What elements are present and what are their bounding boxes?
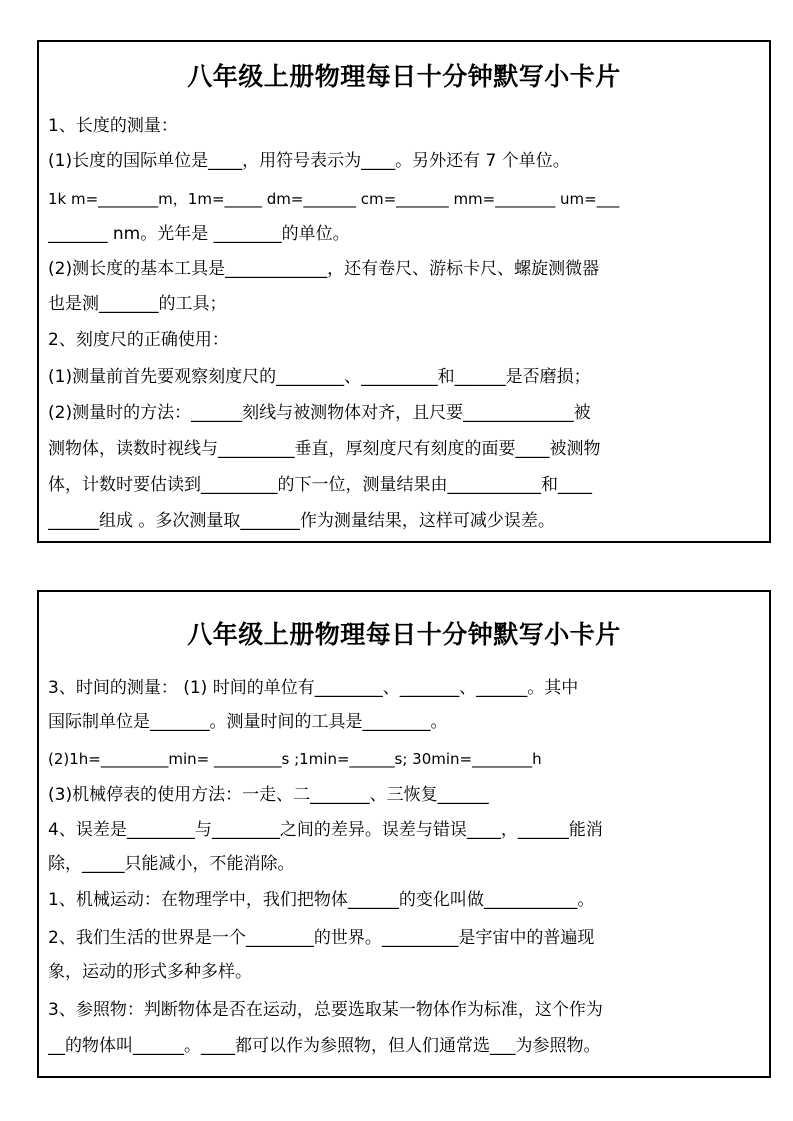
text-line: (1)测量前首先要观察刻度尺的________、_________和______是否磨损； xyxy=(48,367,591,387)
text-line: 1、机械运动：在物理学中，我们把物体______的变化叫做___________。 xyxy=(48,890,595,910)
text-line: (3)机械停表的使用方法：一走、二_______、三恢复______ xyxy=(48,785,489,805)
text-line: _______ nm。光年是 ________的单位。 xyxy=(48,224,350,244)
card-title: 八年级上册物理每日十分钟默写小卡片 xyxy=(187,62,621,91)
text-line: 测物体，读数时视线与_________垂直，厚刻度尺有刻度的面要____被测物 xyxy=(48,439,601,459)
text-line: 除，_____只能减小，不能消除。 xyxy=(48,854,295,874)
text-line: (2)测量时的方法：______刻线与被测物体对齐，且尺要_____________被 xyxy=(48,403,591,423)
text-line: 3、时间的测量： (1) 时间的单位有________、_______、______。其中 xyxy=(48,678,579,698)
card-title: 八年级上册物理每日十分钟默写小卡片 xyxy=(187,620,621,649)
section-heading: 2、刻度尺的正确使用： xyxy=(48,330,229,350)
section-heading: 1、长度的测量： xyxy=(48,116,178,136)
dictation-card-2 xyxy=(37,590,771,1078)
text-line: __的物体叫______。____都可以作为参照物，但人们通常选___为参照物。 xyxy=(48,1036,601,1056)
text-line: 体，计数时要估读到_________的下一位，测量结果由___________和____ xyxy=(48,475,592,495)
text-line: 也是测_______的工具； xyxy=(48,294,227,314)
text-line: 2、我们生活的世界是一个________的世界。_________是宇宙中的普遍现 xyxy=(48,928,595,948)
text-line: 4、误差是________与________之间的差异。误差与错误____，______能消 xyxy=(48,820,603,840)
text-line: ______组成 。多次测量取_______作为测量结果，这样可减少误差。 xyxy=(48,511,555,531)
dictation-card-1 xyxy=(37,40,771,543)
text-line: 象，运动的形式多种多样。 xyxy=(48,962,252,982)
text-line: 3、参照物：判断物体是否在运动，总要选取某一物体作为标准，这个作为 xyxy=(48,1000,603,1020)
text-line: 国际制单位是_______。测量时间的工具是________。 xyxy=(48,712,448,732)
text-line: 1k m=________m，1m=_____ dm=_______ cm=_______ mm=________ um=___ xyxy=(48,190,620,208)
text-line: (1)长度的国际单位是____，用符号表示为____。另外还有 7 个单位。 xyxy=(48,151,570,171)
text-line: (2)1h=_________min= _________s ;1min=______s; 30min=________h xyxy=(48,750,542,768)
text-line: (2)测长度的基本工具是____________，还有卷尺、游标卡尺、螺旋测微器 xyxy=(48,259,600,279)
